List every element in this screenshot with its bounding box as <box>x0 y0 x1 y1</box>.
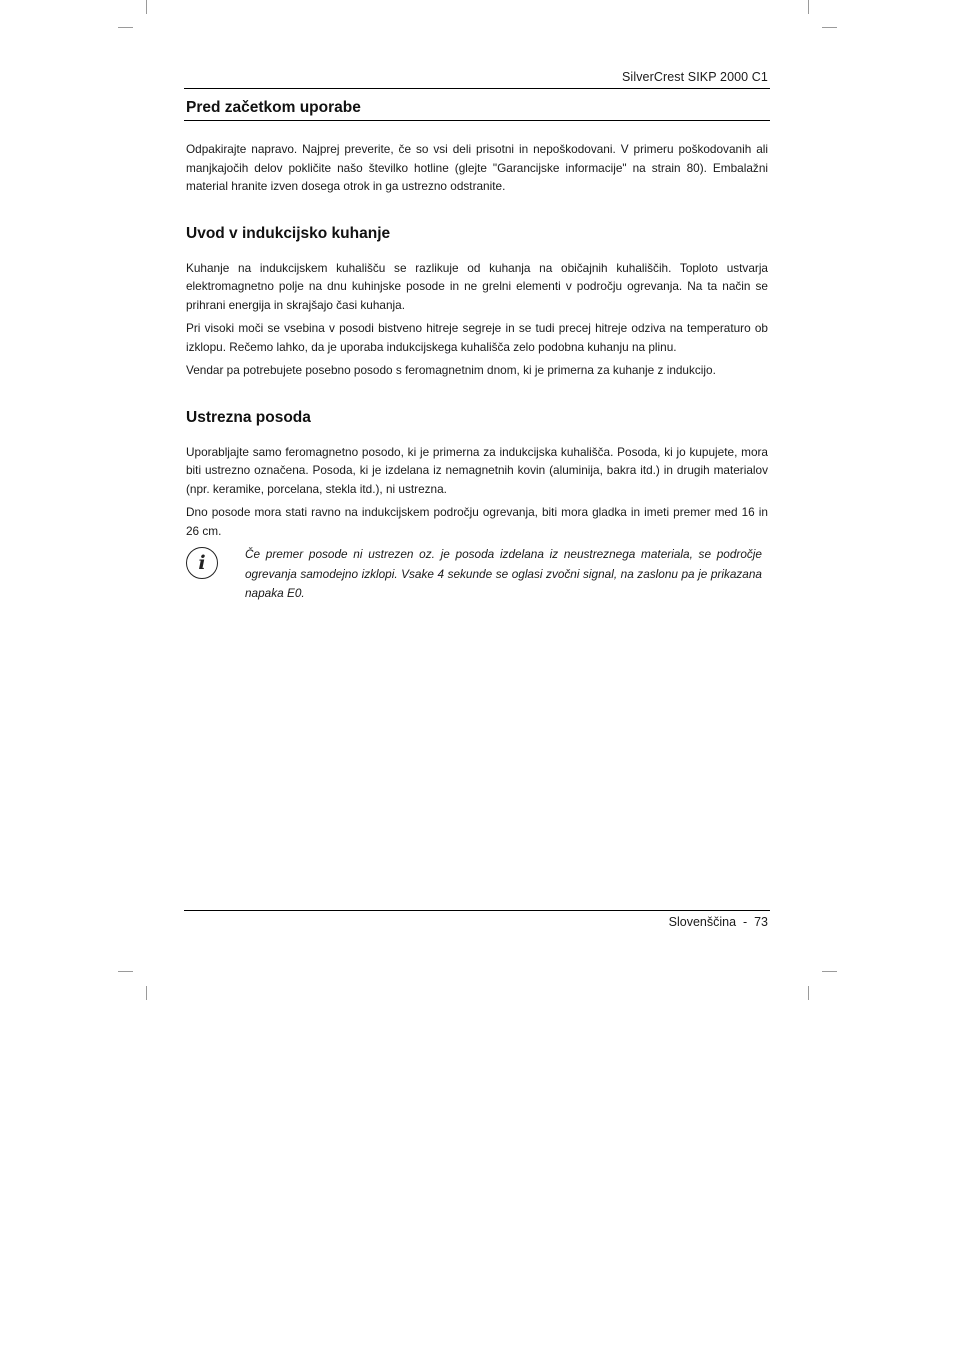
section-suitable-cookware <box>186 407 768 604</box>
note-text: Če premer posode ni ustrezen oz. je posoda izdelana iz neustreznega materiala, se področje ogrevanja samodejno izklopi. Vsake 4 sekunde se oglasi zvočni signal, na zaslonu pa je prikazana napaka E0. <box>245 547 762 600</box>
crop-mark <box>822 27 837 28</box>
page-content <box>186 97 768 604</box>
paragraph: Dno posode mora stati ravno na indukcijskem področju ogrevanja, biti mora gladka in imeti premer med 16 in 26 cm. <box>186 505 768 538</box>
footer-page-label: Slovenščina - 73 <box>668 915 768 929</box>
crop-mark <box>146 0 147 14</box>
section-induction-intro <box>186 223 768 380</box>
header-rule <box>184 88 770 89</box>
crop-mark <box>808 986 809 1000</box>
crop-mark <box>808 0 809 14</box>
header-product-title: SilverCrest SIKP 2000 C1 <box>622 70 768 84</box>
crop-mark <box>822 971 837 972</box>
section-heading: Ustrezna posoda <box>186 408 311 426</box>
paragraph: Pri visoki moči se vsebina v posodi bistveno hitreje segreje in se tudi precej hitreje odziva na temperaturo ob izklopu. Rečemo lahko, da je uporaba indukcijskega kuhališča zelo podobna kuhanju na plinu. <box>186 321 768 354</box>
crop-mark <box>118 27 133 28</box>
info-note <box>186 545 768 604</box>
crop-mark <box>118 971 133 972</box>
section-heading: Uvod v indukcijsko kuhanje <box>186 224 391 242</box>
paragraph: Odpakirajte napravo. Najprej preverite, če so vsi deli prisotni in nepoškodovani. V primeru poškodovanih ali manjkajočih delov pokličite našo številko hotline (glejte "Garancijske informacije" na strain 80). Embalažni material hranite izven dosega otrok in ga ustrezno odstranite. <box>186 142 768 193</box>
footer-rule <box>184 910 770 911</box>
paragraph: Vendar pa potrebujete posebno posodo s feromagnetnim dnom, ki je primerna za kuhanje z indukcijo. <box>186 363 716 377</box>
section-before-use <box>186 97 768 196</box>
paragraph: Uporabljajte samo feromagnetno posodo, ki je primerna za indukcijska kuhališča. Posoda, ki jo kupujete, mora biti ustrezno označena. Posoda, ki je izdelana iz nemagnetnih kovin (aluminija, bakra itd.) in drugih materialov (npr. keramike, porcelana, stekla itd.), ni ustrezna. <box>186 444 768 496</box>
crop-mark <box>146 986 147 1000</box>
info-icon: i <box>186 547 218 579</box>
section-heading: Pred začetkom uporabe <box>184 97 770 121</box>
paragraph: Kuhanje na indukcijskem kuhališču se razlikuje od kuhanja na običajnih kuhališčih. Toploto ustvarja elektromagnetno polje na dnu kuhinjske posode in ne grelni elementi v področju ogrevanja. Na ta način se prihrani energija in skrajšajo časi kuhanja. <box>186 260 768 312</box>
